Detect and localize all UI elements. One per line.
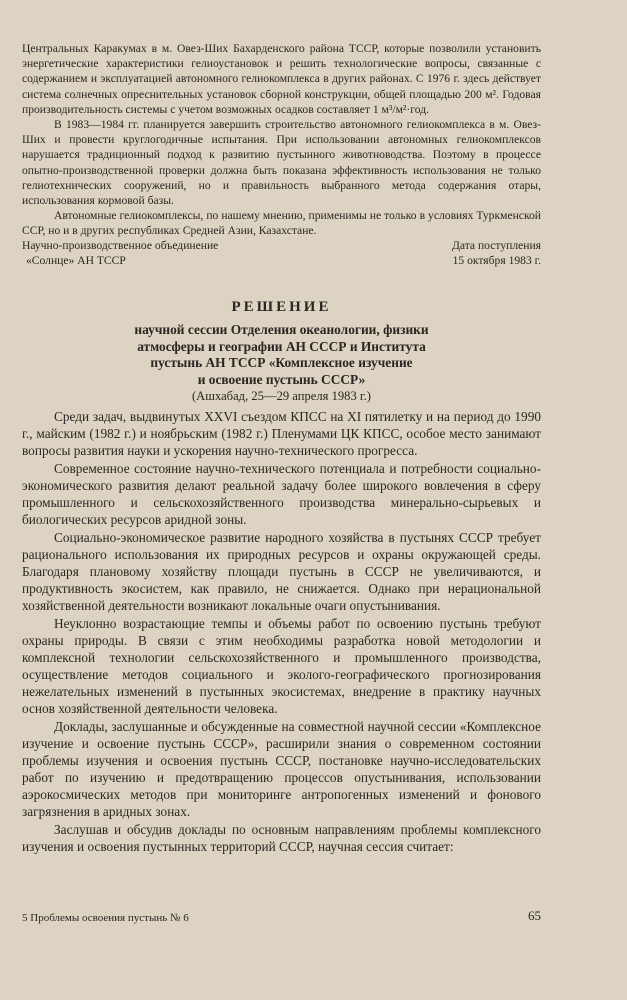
subtitle-line: научной сессии Отделения океанологии, физики: [134, 322, 429, 337]
paragraph: Центральных Каракумах в м. Овез-Ших Бахарденского района ТССР, которые позволили установить энергетические характеристики гелиоустановок и решить технологические вопросы, связанные с содержанием и эксплуатацией автономного гелиокомплекса в других районах. С 1976 г. здесь действует система солнечных опреснительных установок сборной конструкции, общей площадью 200 м². Годовая производительность системы с учетом возможных осадков составляет 1 м³/м²·год.: [22, 42, 541, 116]
previous-article-text: [22, 41, 541, 239]
subtitle-line: и освоение пустынь СССР»: [197, 371, 366, 387]
paragraph: Социально-экономическое развитие народного хозяйства в пустынях СССР требует рационального использования их природных ресурсов и охраны окружающей среды. Благодаря плановому хозяйству площади пустынь в СССР не увеличиваются, и продуктивность экосистем, как правило, не снижается. Однако при нерациональной хозяйственной деятельности возникают локальные очаги опустынивания.: [22, 530, 541, 613]
paragraph: Доклады, заслушанные и обсужденные на совместной научной сессии «Комплексное изучение и освоение пустынь СССР», расширили знания о современном состоянии проблемы изучения и освоения пустынь СССР, постановке научно-исследовательских работ по изучению и предотвращению процессов опустынивания, использовании аэрокосмических методов при мониторинге антропогенных изменений и фонового загрязнения в аридных зонах.: [22, 719, 541, 819]
article-body: [22, 409, 541, 858]
paragraph: Среди задач, выдвинутых XXVI съездом КПСС на XI пятилетку и на период до 1990 г., майским (1982 г.) и ноябрьским (1982 г.) Пленумами ЦК КПСС, особое место занимают вопросы развития науки и ускорения научно-технического прогресса.: [22, 409, 541, 458]
section-title: РЕШЕНИЕ: [231, 299, 332, 315]
paragraph: Неуклонно возрастающие темпы и объемы работ по освоению пустынь требуют охраны природы. В связи с этим необходимы разработка новой методологии и комплексной технологии сельскохозяйственного и промышленного производства, осуществление методов социального и эколого-географического прогнозирования нежелательных изменений в пустынных экосистемах, внедрение в практику научных основ хозяйственной деятельности человека.: [22, 616, 541, 716]
section-subtitle: [22, 322, 541, 388]
receipt-date-label: Дата поступления: [451, 239, 541, 252]
receipt-date-value: 15 октября 1983 г.: [452, 254, 541, 268]
page-number: 65: [528, 908, 541, 923]
paragraph: В 1983—1984 гг. планируется завершить строительство автономного гелиокомплекса в м. Овез-Ших и провести круглогодичные испытания. При использовании автономных гелиокомплексов нарушается традиционный подход к развитию пустынного животноводства. Поэтому в процессе опытно-производственной проверки должна быть показана эффективность использования не только гелиотехнических сооружений, но и правильность выбранного метода содержания отары, использования кормовой базы.: [22, 118, 541, 208]
paragraph: Заслушав и обсудив доклады по основным направлениям проблемы комплексного изучения и освоения пустынных территорий СССР, научная сессия считает:: [22, 822, 541, 855]
section-heading: [22, 296, 541, 404]
subtitle-line: пустынь АН ТССР «Комплексное изучение: [150, 355, 413, 371]
organization-line: «Солнце» АН ТССР: [26, 254, 126, 268]
subtitle-line: атмосферы и географии АН СССР и Института: [137, 338, 426, 354]
receipt-date: [452, 238, 541, 268]
paragraph: Автономные гелиокомплексы, по нашему мнению, применимы не только в условиях Туркменской ССР, но и в других республиках Средней Азии, Казахстане.: [22, 209, 541, 238]
footer-signature: 5 Проблемы освоения пустынь № 6: [22, 912, 189, 924]
organization: [22, 238, 218, 268]
session-date: (Ашхабад, 25—29 апреля 1983 г.): [191, 389, 372, 404]
organization-line: Научно-производственное объединение: [22, 239, 219, 252]
paragraph: Современное состояние научно-технического потенциала и потребности социально-экономического развития делают реальной задачу более широкого вовлечения в сферу промышленного и сельскохозяйственного производства минерально-сырьевых и биологических ресурсов аридной зоны.: [22, 461, 541, 527]
